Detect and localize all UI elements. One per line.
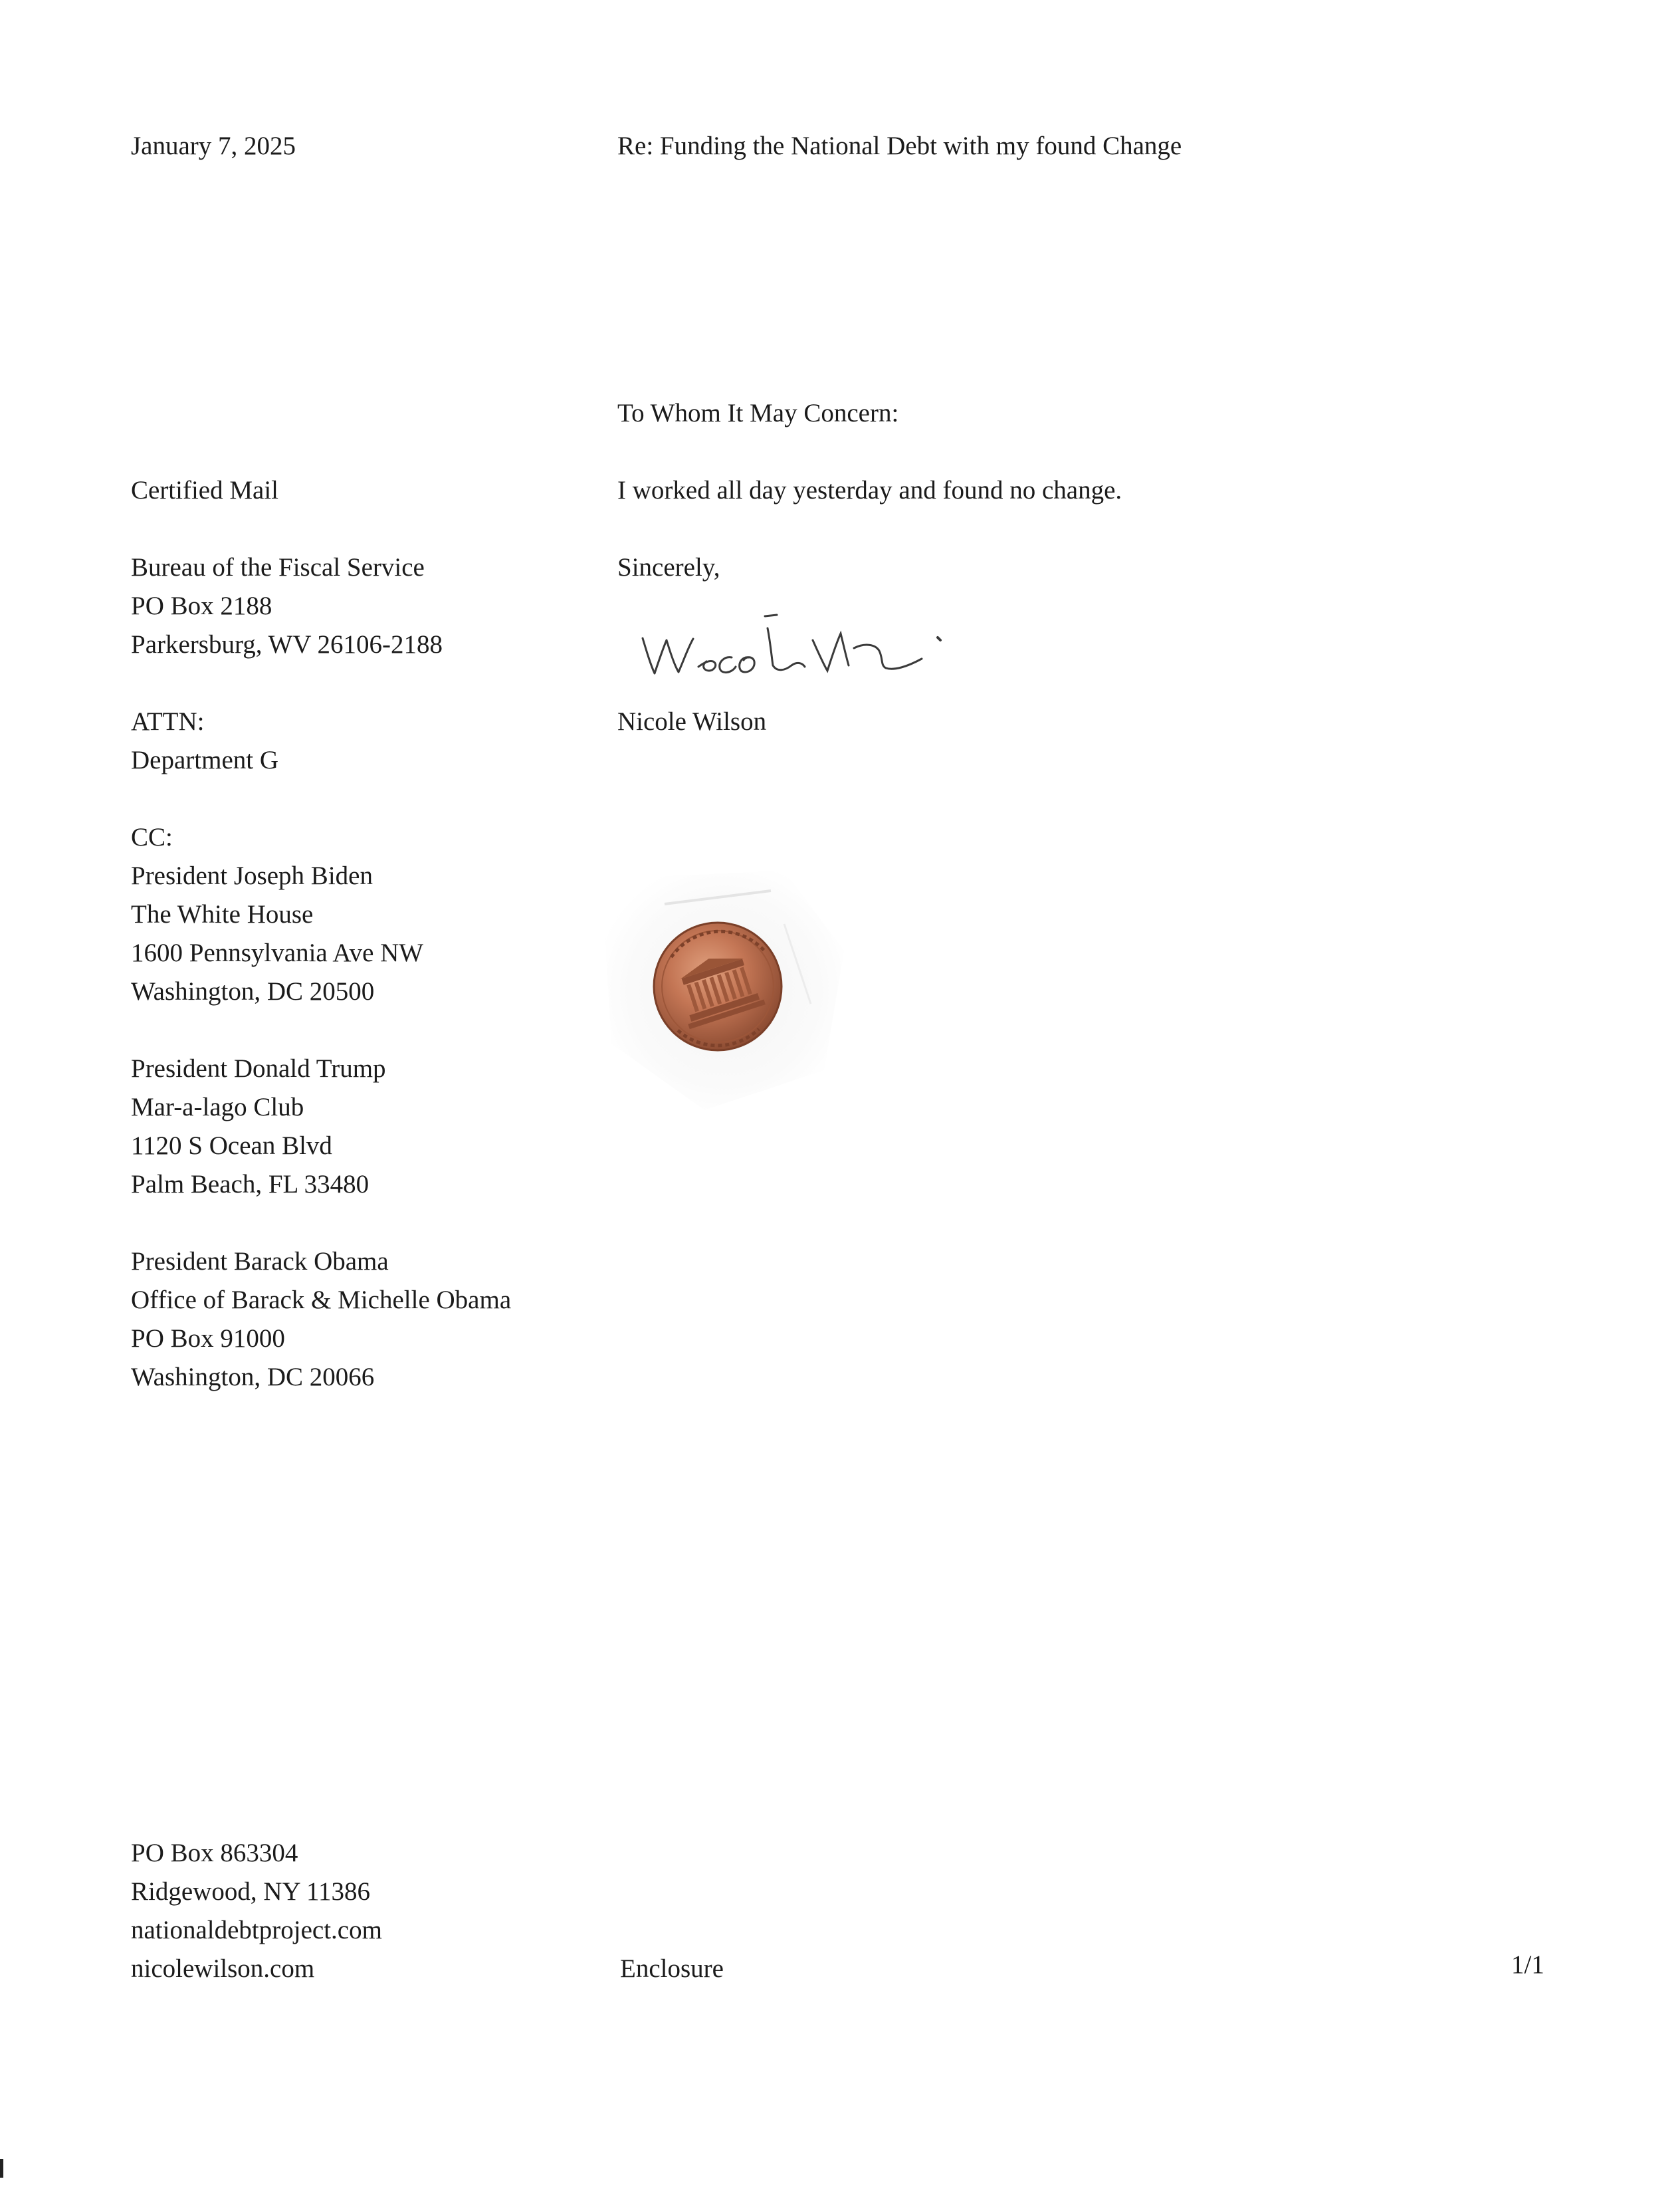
sender-address (131, 1834, 382, 1988)
address-line: The White House (131, 900, 314, 929)
signer-name: Nicole Wilson (617, 707, 767, 736)
address-line: 1600 Pennsylvania Ave NW (131, 939, 424, 967)
address-line: Ridgewood, NY 11386 (131, 1877, 371, 1906)
recipient-address (131, 548, 443, 664)
attention-block (131, 703, 278, 780)
penny-coin-icon (585, 851, 864, 1130)
cc-recipient (131, 1242, 511, 1397)
letter-body: I worked all day yesterday and found no change. (617, 476, 1122, 505)
address-line: President Donald Trump (131, 1054, 386, 1083)
letter-date: January 7, 2025 (131, 132, 296, 160)
cc-recipient (131, 1050, 386, 1204)
address-line: nicolewilson.com (131, 1954, 315, 1983)
delivery-method: Certified Mail (131, 476, 279, 505)
address-line: 1120 S Ocean Blvd (131, 1131, 332, 1160)
address-line: Bureau of the Fiscal Service (131, 553, 425, 582)
address-line: Mar-a-lago Club (131, 1093, 304, 1121)
page-number: 1/1 (1511, 1950, 1544, 1979)
attention-label: ATTN: (131, 707, 205, 736)
address-line: Office of Barack & Michelle Obama (131, 1286, 512, 1314)
enclosure-label: Enclosure (620, 1954, 724, 1983)
greeting: To Whom It May Concern: (617, 399, 899, 427)
attention-value: Department G (131, 746, 279, 774)
address-line: nationaldebtproject.com (131, 1916, 382, 1944)
cc-recipient (131, 857, 423, 1011)
address-line: Washington, DC 20066 (131, 1363, 375, 1391)
handwritten-signature (635, 602, 994, 688)
address-line: Parkersburg, WV 26106-2188 (131, 630, 443, 659)
address-line: PO Box 863304 (131, 1839, 298, 1867)
address-line: Palm Beach, FL 33480 (131, 1170, 369, 1199)
address-line: President Barack Obama (131, 1247, 389, 1276)
address-line: PO Box 2188 (131, 592, 272, 620)
letter-subject: Re: Funding the National Debt with my found Change (617, 132, 1182, 160)
closing: Sincerely, (617, 553, 720, 582)
address-line: President Joseph Biden (131, 862, 373, 890)
address-line: PO Box 91000 (131, 1324, 285, 1353)
cc-label: CC: (131, 823, 173, 852)
address-line: Washington, DC 20500 (131, 977, 375, 1006)
scan-edge-mark (0, 2159, 3, 2178)
